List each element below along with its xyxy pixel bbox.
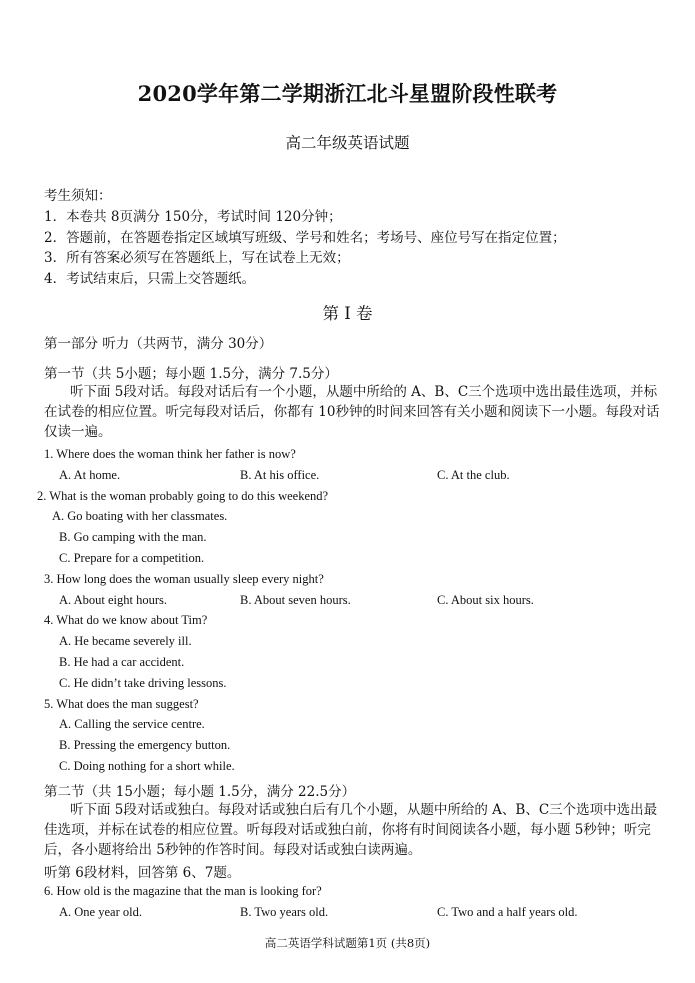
section1-heading: 第一节（共 5小题；每小题 1.5分，满分 7.5分） [44,366,338,382]
question-6-option-b: B. Two years old. [240,905,329,919]
notice-item-3: 3．所有答案必须写在答题纸上，写在试卷上无效； [44,250,350,266]
question-6-option-c: C. Two and a half years old. [437,905,578,919]
question-4-option-b: B. He had a car accident. [59,655,185,669]
question-6-stem: 6. How old is the magazine that the man is looking for? [44,884,322,898]
question-4-option-c: C. He didn’t take driving lessons. [59,676,227,690]
notice-item-2: 2．答题前，在答题卷指定区域填写班级、学号和姓名；考场号、座位号写在指定位置； [44,230,566,246]
notice-item-1: 1．本卷共 8页满分 150分，考试时间 120分钟； [44,209,342,225]
question-1-option-a: A. At home. [59,468,121,482]
part1-heading: 第一部分 听力（共两节，满分 30分） [44,336,273,352]
question-5-option-c: C. Doing nothing for a short while. [59,759,235,773]
question-4-stem: 4. What do we know about Tim? [44,613,208,627]
question-1-option-c: C. At the club. [437,468,510,482]
notice-item-4: 4．考试结束后，只需上交答题纸。 [44,271,256,287]
material-note: 听第 6段材料，回答第 6、7题。 [44,865,241,881]
exam-title: 2020学年第二学期浙江北斗星盟阶段性联考 [137,81,558,106]
question-5-option-b: B. Pressing the emergency button. [59,738,231,752]
question-2-option-c: C. Prepare for a competition. [59,551,205,565]
page-footer: 高二英语学科试题第1页 (共8页) [264,936,431,950]
exam-subtitle: 高二年级英语试题 [285,134,410,152]
volume-title: 第 I 卷 [322,304,373,323]
notice-heading: 考生须知： [44,188,112,204]
question-2-option-a: A. Go boating with her classmates. [52,509,228,523]
question-3-option-b: B. About seven hours. [240,593,351,607]
question-2-option-b: B. Go camping with the man. [59,530,207,544]
question-3-option-c: C. About six hours. [437,593,534,607]
section2-heading: 第二节（共 15小题；每小题 1.5分，满分 22.5分） [44,784,356,800]
question-5-stem: 5. What does the man suggest? [44,697,199,711]
question-3-stem: 3. How long does the woman usually sleep every night? [44,572,324,586]
section2-instructions: 听下面 5段对话或独白。每段对话或独白后有几个小题，从题中所给的 A、B、C三个选项中选出最佳选项，并标在试卷的相应位置。听每段对话或独白前，你将有时间阅读各小题，每小题 5秒钟；听完后，各小题将给出 5秒钟的作答时间。每段对话或独白读两遍。 [44,802,658,858]
question-2-stem: 2. What is the woman probably going to do this weekend? [37,489,329,503]
question-6-option-a: A. One year old. [59,905,142,919]
section1-instructions: 听下面 5段对话。每段对话后有一个小题，从题中所给的 A、B、C三个选项中选出最佳选项，并标在试卷的相应位置。听完每段对话后，你都有 10秒钟的时间来回答有关小题和阅读下一小题。每段对话仅读一遍。 [44,384,660,440]
question-3-option-a: A. About eight hours. [59,593,167,607]
question-5-option-a: A. Calling the service centre. [59,717,205,731]
question-4-option-a: A. He became severely ill. [59,634,192,648]
question-1-option-b: B. At his office. [240,468,320,482]
question-1-stem: 1. Where does the woman think her father is now? [44,447,296,461]
